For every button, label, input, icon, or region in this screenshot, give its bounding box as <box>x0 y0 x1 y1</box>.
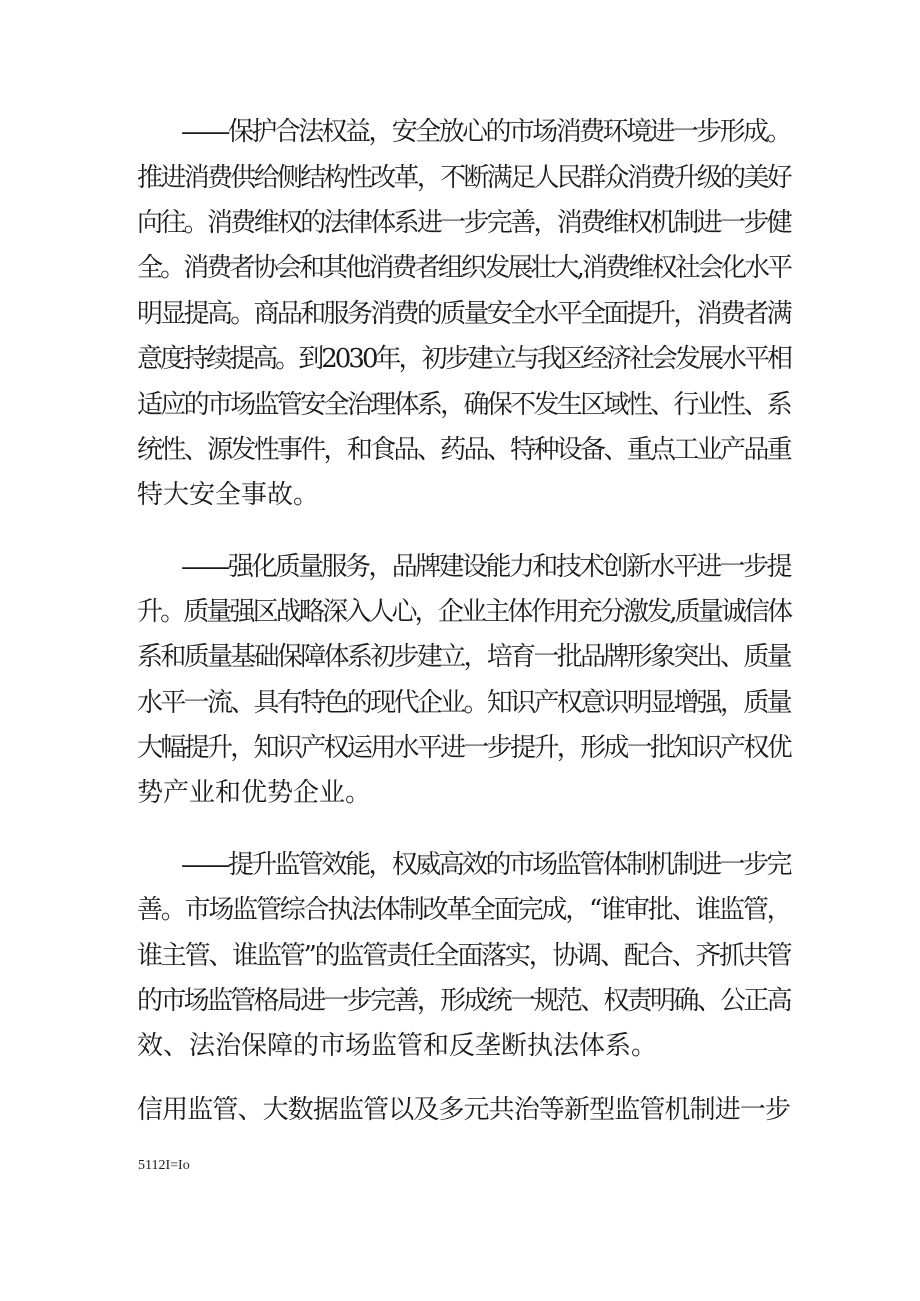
paragraph-1-line-9: 特大安全事故。 <box>137 480 320 510</box>
paragraph-3-line-5: 效、法治保障的市场监管和反垄断执法体系。 <box>137 1031 658 1061</box>
paragraph-3-line-4: 的市场监管格局进一步完善，形成统一规范、权责明确、公正高 <box>137 986 790 1016</box>
paragraph-4-line-1: 信用监管、大数据监管以及多元共治等新型监管机制进一步 <box>137 1095 791 1125</box>
paragraph-1-line-2: 推进消费供给侧结构性改革，不断满足人民群众消费升级的美好 <box>137 163 790 193</box>
paragraph-1-line-5: 明显提高。商品和服务消费的质量安全水平全面提升，消费者满 <box>137 299 790 329</box>
paragraph-3-line-3: 谁主管、谁监管”的监管责任全面落实，协调、配合、齐抓共管 <box>137 941 791 971</box>
paragraph-2-line-5: 大幅提升，知识产权运用水平进一步提升，形成一批知识产权优 <box>137 733 790 763</box>
paragraph-2-line-3: 系和质量基础保障体系初步建立，培育一批品牌形象突出、质量 <box>137 642 790 672</box>
paragraph-1-line-1: ——保护合法权益，安全放心的市场消费环境进一步形成。 <box>181 117 790 147</box>
paragraph-1-line-4: 全。消费者协会和其他消费者组织发展壮大,消费维权社会化水平 <box>137 253 791 283</box>
paragraph-3-line-2: 善。市场监管综合执法体制改革全面完成，“谁审批、谁监管， <box>137 895 791 925</box>
paragraph-2-line-4: 水平一流、具有特色的现代企业。知识产权意识明显增强，质量 <box>137 688 790 718</box>
paragraph-2-line-2: 升。质量强区战略深入人心，企业主体作用充分激发,质量诚信体 <box>137 597 791 627</box>
paragraph-1-line-3: 向往。消费维权的法律体系进一步完善，消费维权机制进一步健 <box>137 208 790 238</box>
paragraph-1-line-6: 意度持续提高。到2030年，初步建立与我区经济社会发展水平相 <box>137 344 791 374</box>
paragraph-2-line-1: ——强化质量服务，品牌建设能力和技术创新水平进一步提 <box>181 552 790 582</box>
paragraph-3-line-1: ——提升监管效能，权威高效的市场监管体制机制进一步完 <box>181 850 790 880</box>
paragraph-1-line-8: 统性、源发性事件，和食品、药品、特种设备、重点工业产品重 <box>137 435 790 465</box>
paragraph-1-line-7: 适应的市场监管安全治理体系，确保不发生区域性、行业性、系 <box>137 390 790 420</box>
footer-code: 5112I=Io <box>138 1158 190 1173</box>
paragraph-2-line-6: 势产业和优势企业。 <box>137 778 372 808</box>
